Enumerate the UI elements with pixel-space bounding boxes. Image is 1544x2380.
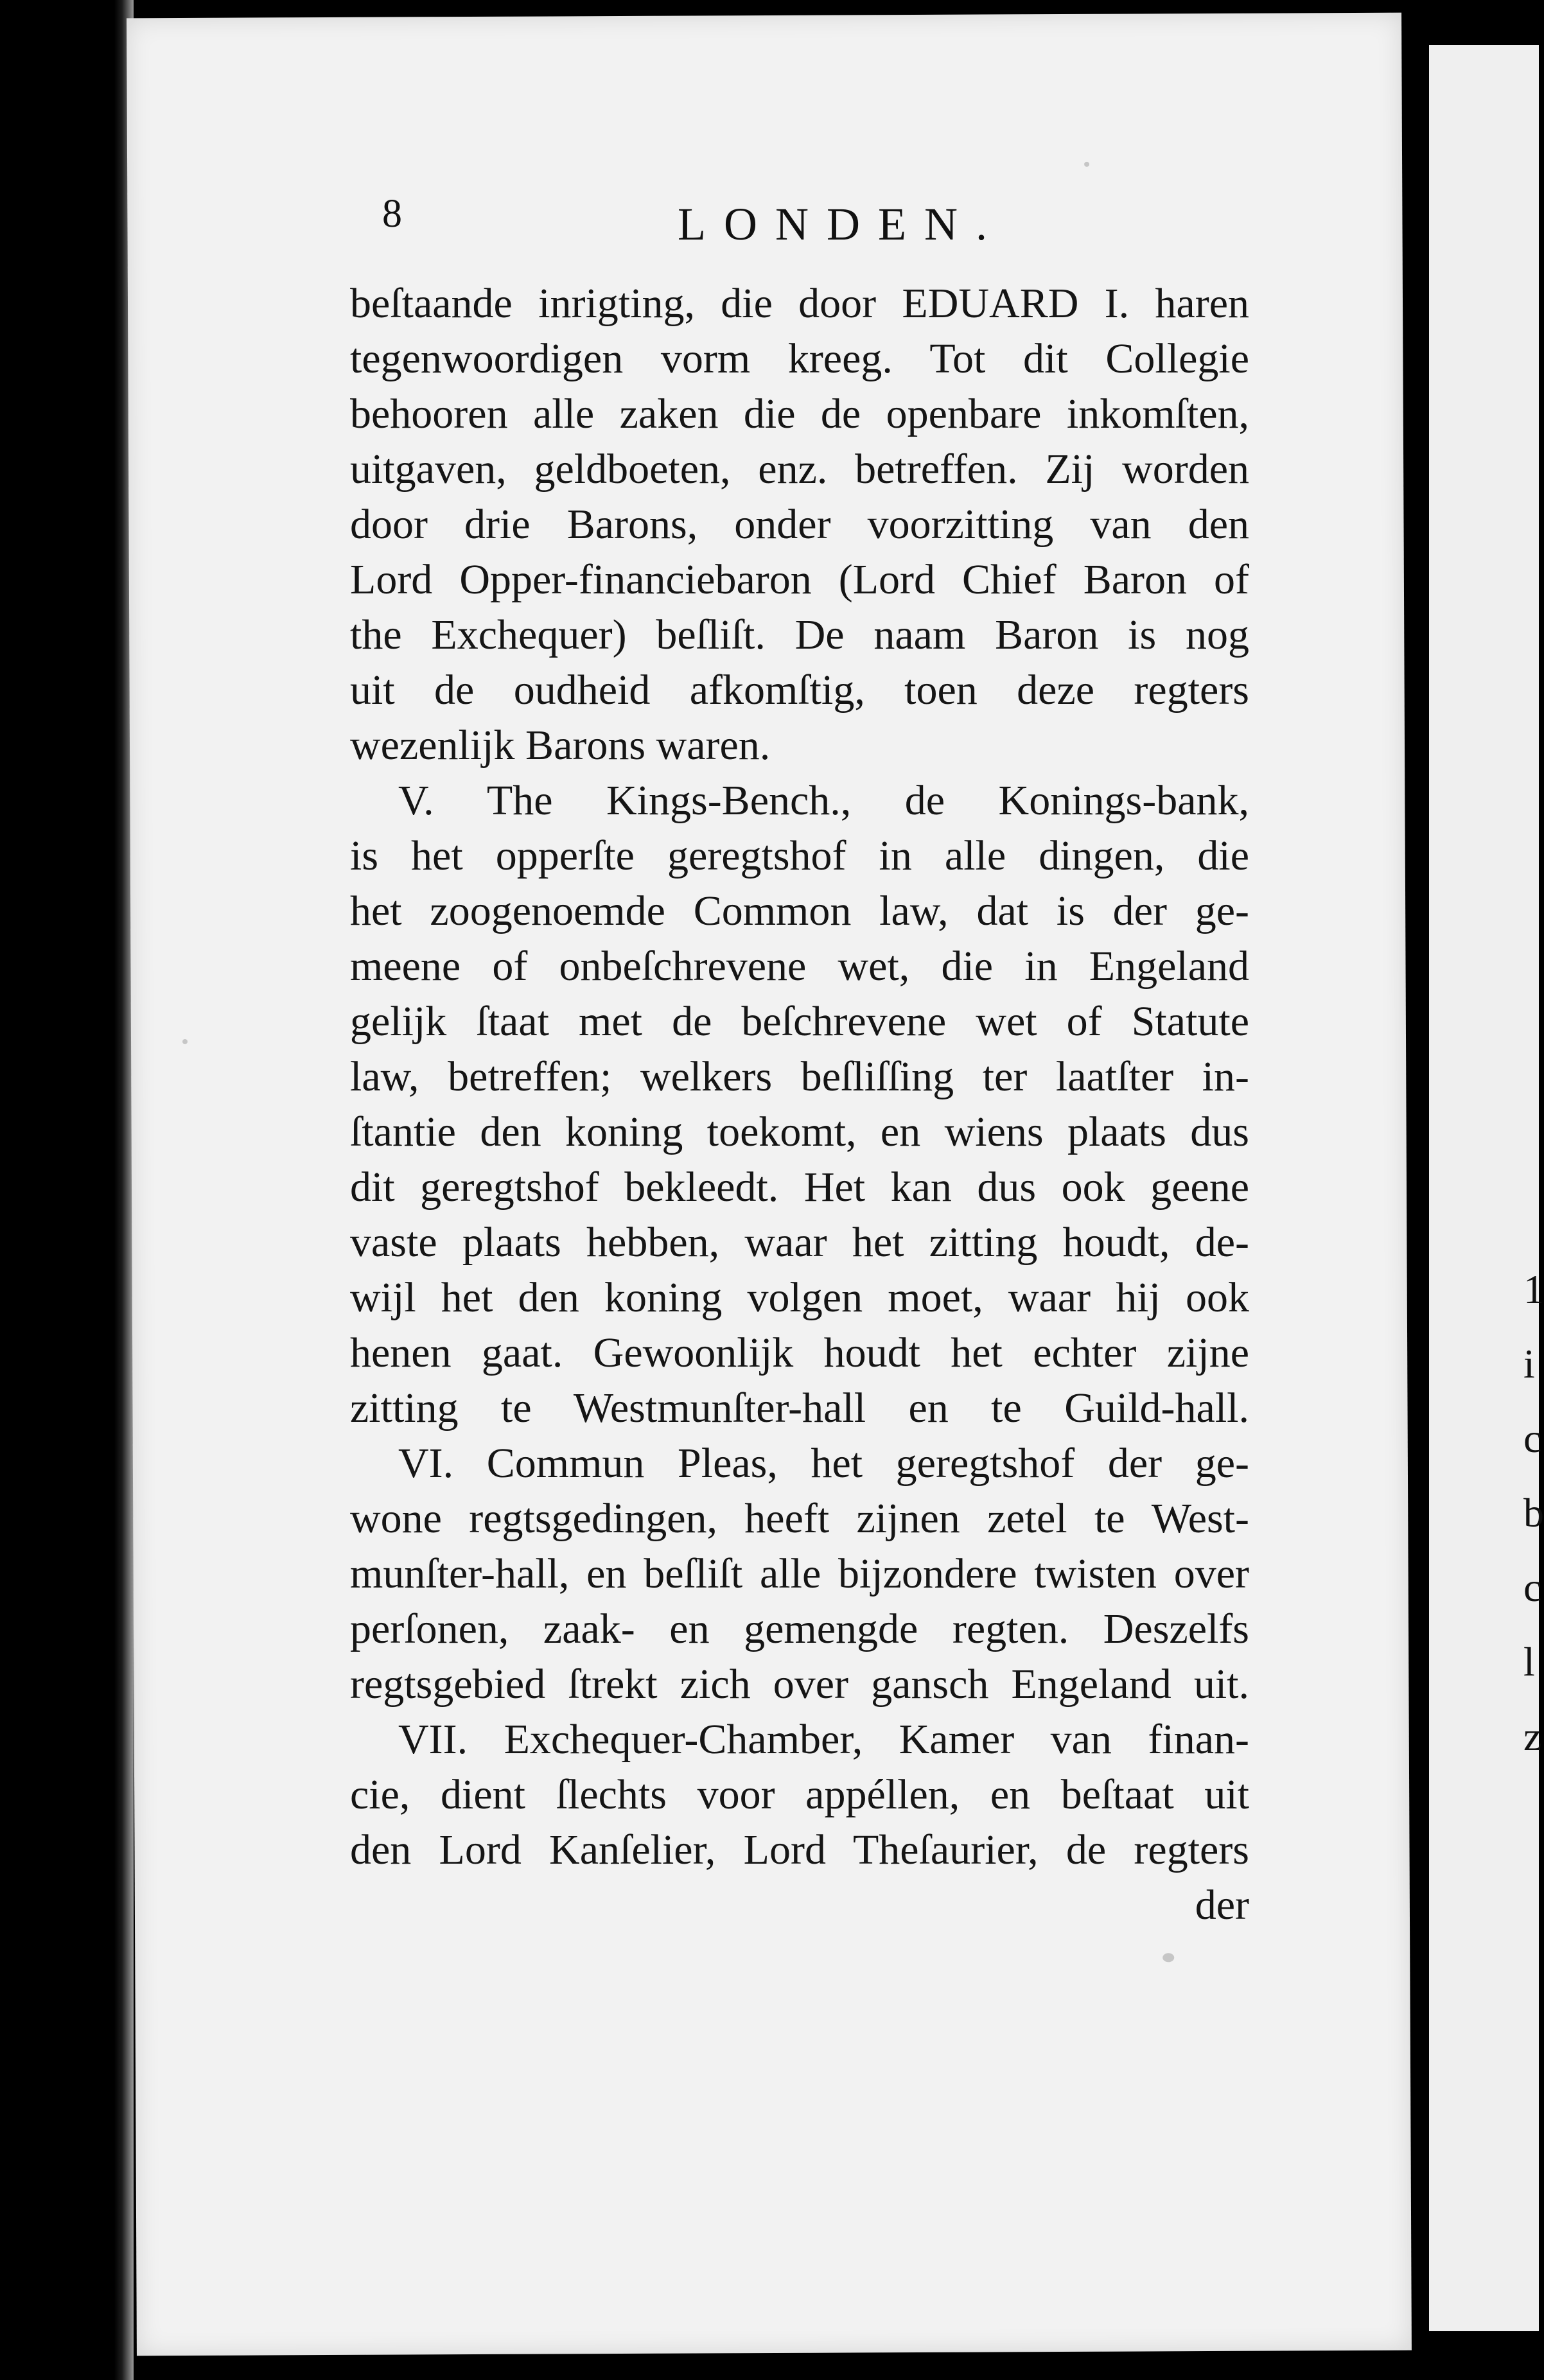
ink-speck: [1084, 162, 1089, 167]
text-line: wezenlijk Barons waren.: [350, 722, 771, 769]
body-text: [350, 276, 1249, 1933]
text-line: tegenwoordigen vorm kreeg. Tot dit Collegie: [350, 335, 1249, 382]
text-line: zitting te Westmunſter-hall en te Guild-hall.: [350, 1385, 1249, 1431]
running-title: LONDEN.: [678, 198, 1005, 250]
section-heading-line: VI. Commun Pleas, het geregtshof der ge-: [398, 1440, 1249, 1487]
text-line: gelijk ſtaat met de beſchrevene wet of Statute: [350, 998, 1249, 1045]
text-line: Lord Opper-financiebaron (Lord Chief Baron of: [350, 556, 1249, 603]
text-line: wone regtsgedingen, heeft zijnen zetel te West-: [350, 1495, 1249, 1542]
facing-page-letter: z: [1523, 1713, 1542, 1759]
page-number: 8: [382, 192, 402, 236]
section-heading-line: V. The Kings-Bench., de Konings-bank,: [398, 777, 1249, 824]
ink-speck: [182, 1039, 188, 1044]
facing-page-edge: [1429, 45, 1544, 2331]
text-line: den Lord Kanſelier, Lord Theſaurier, de regters: [350, 1826, 1249, 1873]
text-line: door drie Barons, onder voorzitting van den: [350, 501, 1249, 548]
text-line: law, betreffen; welkers beſliſſing ter laatſter in-: [350, 1053, 1249, 1100]
facing-page-letters: [1523, 1252, 1544, 1774]
text-line: vaste plaats hebben, waar het zitting houdt, de-: [350, 1219, 1249, 1266]
section-heading-line: VII. Exchequer-Chamber, Kamer van finan-: [398, 1716, 1249, 1763]
text-line: wijl het den koning volgen moet, waar hij ook: [350, 1274, 1249, 1321]
text-line: munſter-hall, en beſliſt alle bijzondere twisten over: [350, 1550, 1249, 1597]
catchword: der: [1195, 1882, 1249, 1929]
facing-page-letter: 1: [1523, 1266, 1544, 1312]
text-line: het zoogenoemde Common law, dat is der ge-: [350, 888, 1249, 934]
text-line: beſtaande inrigting, die door EDUARD I. haren: [350, 280, 1249, 327]
text-line: cie, dient ſlechts voor appéllen, en beſtaat uit: [350, 1771, 1249, 1818]
text-line: dit geregtshof bekleedt. Het kan dus ook geene: [350, 1164, 1249, 1211]
text-line: meene of onbeſchrevene wet, die in Engeland: [350, 943, 1249, 990]
text-line: henen gaat. Gewoonlijk houdt het echter zijne: [350, 1329, 1249, 1376]
text-line: perſonen, zaak- en gemengde regten. Deszelfs: [350, 1606, 1249, 1652]
facing-page-letter: c: [1523, 1564, 1542, 1610]
ink-speck: [1162, 1953, 1174, 1962]
facing-page-letter: l: [1523, 1639, 1535, 1684]
text-line: ſtantie den koning toekomt, en wiens plaats dus: [350, 1108, 1249, 1155]
text-line: uitgaven, geldboeten, enz. betreffen. Zij worden: [350, 446, 1249, 493]
text-line: the Exchequer) beſliſt. De naam Baron is nog: [350, 611, 1249, 658]
text-line: uit de oudheid afkomſtig, toen deze regters: [350, 667, 1249, 713]
facing-page-letter: i: [1523, 1341, 1535, 1387]
text-line: regtsgebied ſtrekt zich over gansch Engeland uit.: [350, 1661, 1249, 1708]
text-line: is het opperſte geregtshof in alle dingen, die: [350, 832, 1249, 879]
facing-page-letter: c: [1523, 1415, 1542, 1461]
text-line: behooren alle zaken die de openbare inkomſten,: [350, 390, 1249, 437]
page-header: [382, 191, 1384, 256]
facing-page-letter: b: [1523, 1490, 1544, 1536]
